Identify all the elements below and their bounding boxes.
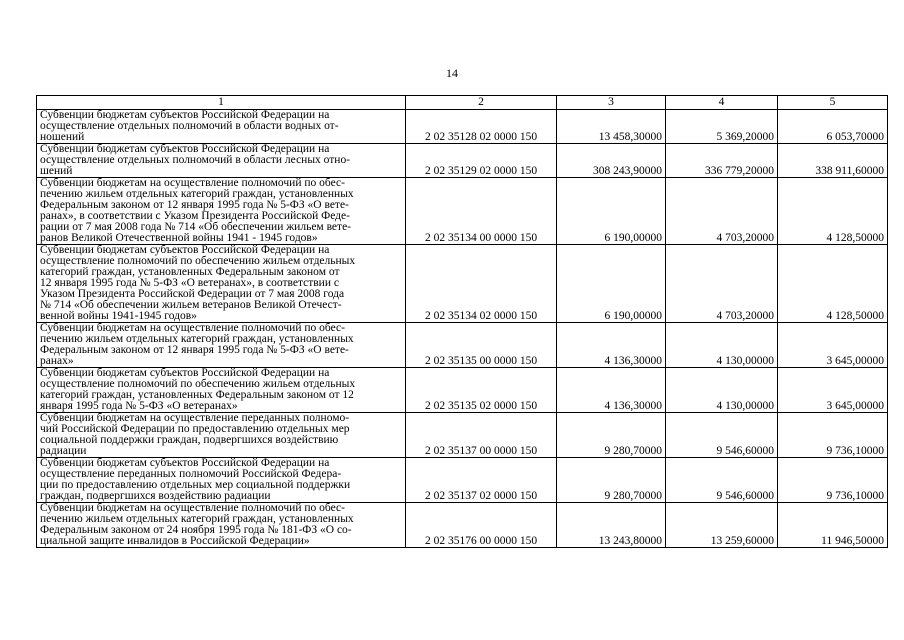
row-value-col4: 5 369,20000 — [666, 110, 778, 144]
row-value-col4: 4 130,00000 — [666, 323, 778, 368]
row-value-col3: 9 280,70000 — [557, 458, 666, 503]
row-code: 2 02 35135 00 0000 150 — [406, 323, 557, 368]
row-value-col3: 13 243,80000 — [557, 503, 666, 548]
row-value-col3: 13 458,30000 — [557, 110, 666, 144]
column-header-3: 3 — [557, 96, 666, 110]
row-value-col5: 4 128,50000 — [778, 178, 888, 245]
table-row — [37, 323, 888, 368]
row-value-col3: 4 136,30000 — [557, 323, 666, 368]
row-name: Субвенции бюджетам на осуществление полномочий по обес- печению жильем отдельных категорий граждан, установленных Федеральным законом от 12 января 1995 года № 5-ФЗ «О вете- ранах», в соответствии с Указом Президента Российской Феде- рации от 7 мая 2008 года № 714 «Об обеспечении жильем вете- ранов Великой Отечественной войны 1941 - 1945 годов» — [37, 178, 406, 245]
table-row — [37, 503, 888, 548]
row-code: 2 02 35128 02 0000 150 — [406, 110, 557, 144]
table-row — [37, 178, 888, 245]
row-code: 2 02 35134 02 0000 150 — [406, 245, 557, 323]
row-value-col3: 9 280,70000 — [557, 413, 666, 458]
column-header-4: 4 — [666, 96, 778, 110]
column-header-1: 1 — [37, 96, 406, 110]
budget-table — [36, 95, 888, 548]
column-header-5: 5 — [778, 96, 888, 110]
row-code: 2 02 35176 00 0000 150 — [406, 503, 557, 548]
row-value-col5: 338 911,60000 — [778, 144, 888, 178]
row-value-col4: 9 546,60000 — [666, 413, 778, 458]
row-code: 2 02 35137 02 0000 150 — [406, 458, 557, 503]
row-name: Субвенции бюджетам субъектов Российской Федерации на осуществление переданных полномочий Российской Федера- ции по предоставлению отдельных мер социальной поддержки граждан, подвергшихся воздействию радиации — [37, 458, 406, 503]
table-row — [37, 245, 888, 323]
row-value-col5: 3 645,00000 — [778, 368, 888, 413]
header-row — [37, 96, 888, 110]
column-header-2: 2 — [406, 96, 557, 110]
row-value-col5: 9 736,10000 — [778, 413, 888, 458]
row-value-col3: 6 190,00000 — [557, 178, 666, 245]
row-name: Субвенции бюджетам субъектов Российской Федерации на осуществление отдельных полномочий в области лесных отно- шений — [37, 144, 406, 178]
row-value-col3: 308 243,90000 — [557, 144, 666, 178]
row-value-col4: 4 703,20000 — [666, 245, 778, 323]
row-value-col4: 9 546,60000 — [666, 458, 778, 503]
row-value-col3: 4 136,30000 — [557, 368, 666, 413]
table-row — [37, 413, 888, 458]
row-value-col5: 3 645,00000 — [778, 323, 888, 368]
row-value-col5: 4 128,50000 — [778, 245, 888, 323]
table-row — [37, 458, 888, 503]
row-value-col4: 4 130,00000 — [666, 368, 778, 413]
row-name: Субвенции бюджетам на осуществление полномочий по обес- печению жильем отдельных категорий граждан, установленных Федеральным законом от 24 ноября 1995 года № 181-ФЗ «О со- циальной защите инвалидов в Российской Федерации» — [37, 503, 406, 548]
row-value-col5: 11 946,50000 — [778, 503, 888, 548]
row-value-col5: 6 053,70000 — [778, 110, 888, 144]
row-name: Субвенции бюджетам на осуществление полномочий по обес- печению жильем отдельных категорий граждан, установленных Федеральным законом от 12 января 1995 года № 5-ФЗ «О вете- ранах» — [37, 323, 406, 368]
row-value-col3: 6 190,00000 — [557, 245, 666, 323]
row-code: 2 02 35134 00 0000 150 — [406, 178, 557, 245]
row-name: Субвенции бюджетам субъектов Российской Федерации на осуществление отдельных полномочий в области водных от- ношений — [37, 110, 406, 144]
row-name: Субвенции бюджетам субъектов Российской Федерации на осуществление полномочий по обеспечению жильем отдельных категорий граждан, установленных Федеральным законом от 12 января 1995 года № 5-ФЗ «О ветеранах» — [37, 368, 406, 413]
row-name: Субвенции бюджетам на осуществление переданных полномо- чий Российской Федерации по предоставлению отдельных мер социальной поддержки граждан, подвергшихся воздействию радиации — [37, 413, 406, 458]
page-number: 14 — [446, 66, 458, 80]
row-value-col4: 4 703,20000 — [666, 178, 778, 245]
row-code: 2 02 35129 02 0000 150 — [406, 144, 557, 178]
row-value-col5: 9 736,10000 — [778, 458, 888, 503]
table-row — [37, 368, 888, 413]
row-value-col4: 13 259,60000 — [666, 503, 778, 548]
table-row — [37, 144, 888, 178]
row-code: 2 02 35135 02 0000 150 — [406, 368, 557, 413]
table-row — [37, 110, 888, 144]
row-code: 2 02 35137 00 0000 150 — [406, 413, 557, 458]
row-value-col4: 336 779,20000 — [666, 144, 778, 178]
row-name: Субвенции бюджетам субъектов Российской Федерации на осуществление полномочий по обеспечению жильем отдельных категорий граждан, установленных Федеральным законом от 12 января 1995 года № 5-ФЗ «О ветеранах», в соответствии с Указом Президента Российской Федерации от 7 мая 2008 года № 714 «Об обеспечении жильем ветеранов Великой Отечест- венной войны 1941-1945 годов» — [37, 245, 406, 323]
